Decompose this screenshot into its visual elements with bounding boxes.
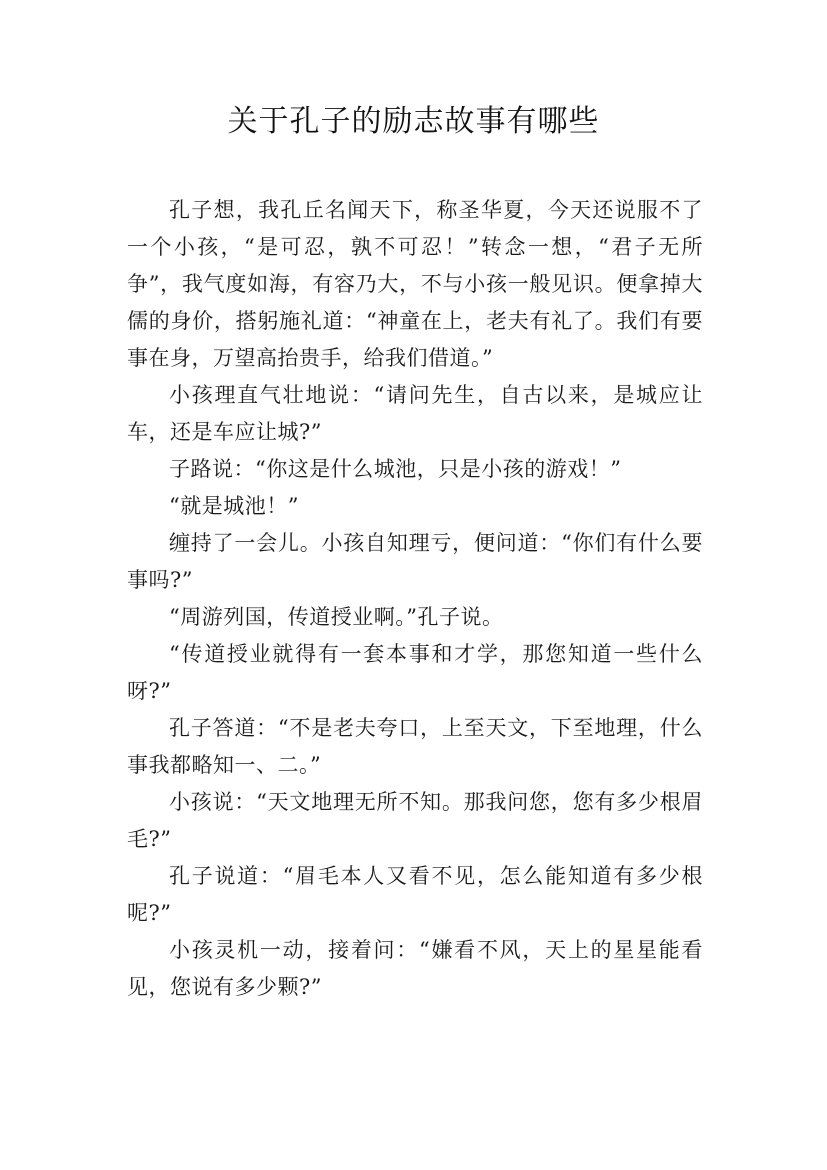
document-title: 关于孔子的励志故事有哪些 <box>227 104 600 139</box>
paragraph: “传道授业就得有一套本事和才学，那您知道一些什么呀?” <box>127 642 703 703</box>
paragraph: “周游列国，传道授业啊。”孔子说。 <box>169 605 504 629</box>
paragraph: 小孩说：“天文地理无所不知。那我问您，您有多少根眉毛?” <box>127 790 703 851</box>
paragraph: “就是城池！” <box>169 494 299 518</box>
paragraph: 小孩灵机一动，接着问：“嫌看不风，天上的星星能看见，您说有多少颗?” <box>127 938 703 999</box>
paragraph: 小孩理直气壮地说：“请问先生，自古以来，是城应让车，还是车应让城?” <box>127 383 703 444</box>
paragraph: 孔子答道：“不是老夫夸口，上至天文，下至地理，什么事我都略知一、二。” <box>127 716 703 777</box>
paragraph: 孔子想，我孔丘名闻天下，称圣华夏，今天还说服不了一个小孩，“是可忍，孰不可忍！”转念一想，“君子无所争”，我气度如海，有容乃大，不与小孩一般见识。便拿掉大儒的身价，搭躬施礼道：“神童在上，老夫有礼了。我们有要事在身，万望高抬贵手，给我们借道。” <box>127 198 703 370</box>
paragraph: 缠持了一会儿。小孩自知理亏，便问道：“你们有什么要事吗?” <box>127 531 703 592</box>
document-body <box>127 192 703 1006</box>
paragraph: 子路说：“你这是什么城池，只是小孩的游戏！” <box>169 457 622 481</box>
paragraph: 孔子说道：“眉毛本人又看不见，怎么能知道有多少根呢?” <box>127 864 703 925</box>
